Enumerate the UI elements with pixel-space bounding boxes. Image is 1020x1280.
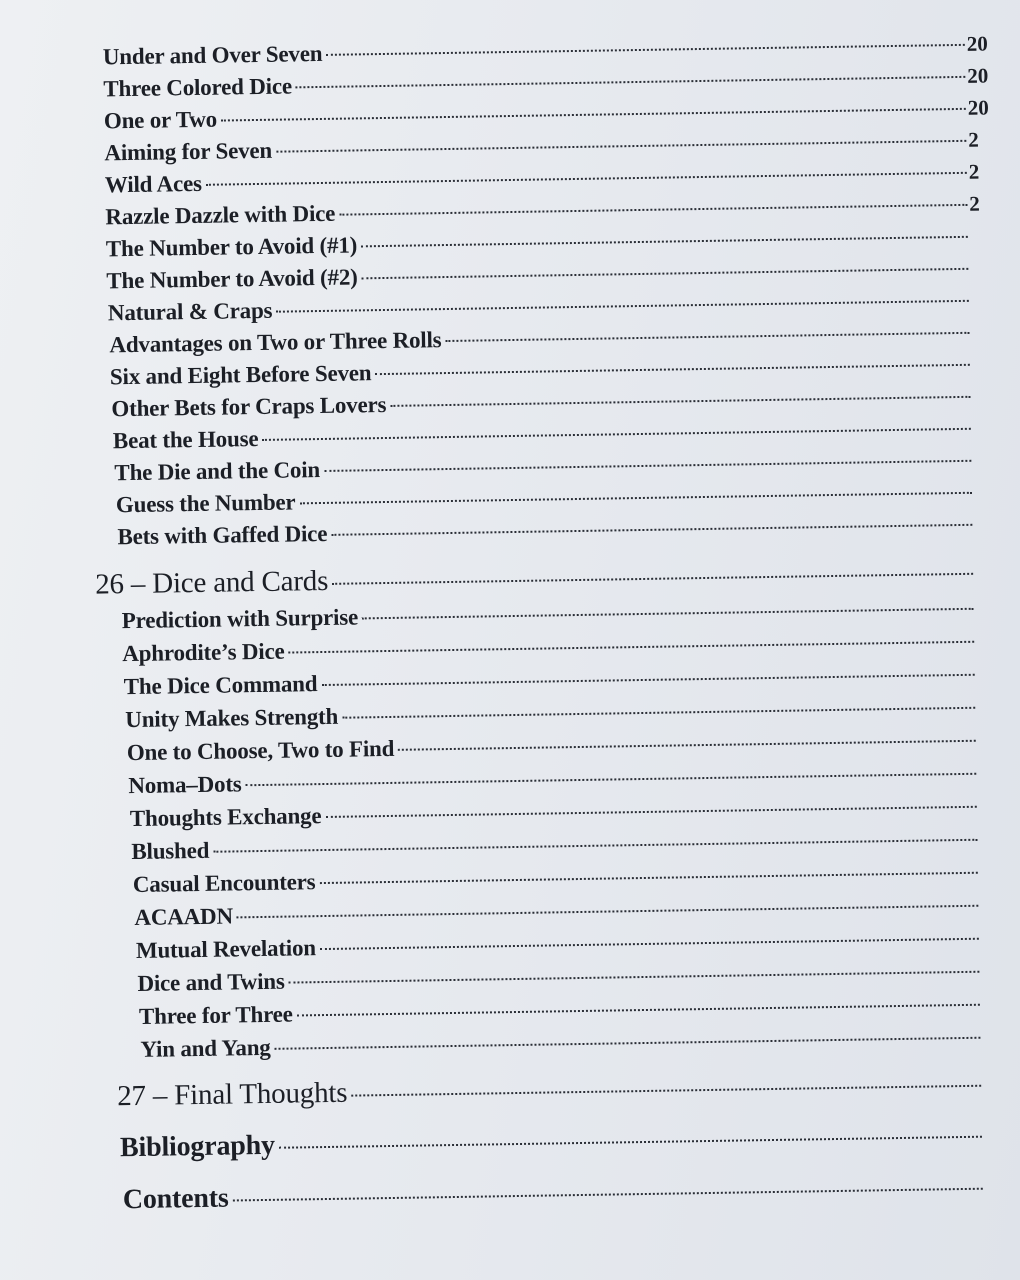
toc-entry-page [980,911,1014,912]
toc-entry-label: The Die and the Coin [114,457,321,486]
toc-entry [122,627,1010,667]
toc-entry-page [972,370,1006,371]
toc-entry-label: Wild Aces [104,170,202,198]
dot-leader [324,460,971,472]
dot-leader [233,1188,983,1202]
toc-entry-label: Yin and Yang [140,1034,271,1062]
dot-leader [246,773,977,786]
dot-leader [297,1004,980,1017]
toc-entry-label: Under and Over Seven [102,40,323,70]
dot-leader [398,740,976,751]
toc-entry-page [981,977,1015,978]
toc-entry [125,693,1011,733]
dot-leader [361,236,968,248]
toc-entry [117,510,1008,550]
toc-entry-label: Beat the House [112,425,259,454]
toc-entry-page: 2 [969,191,981,216]
dot-leader [375,364,969,375]
toc-entry-page [981,944,1015,945]
toc-entry [133,858,1014,898]
toc-entry-label: One to Choose, Two to Find [126,735,395,766]
toc-entry-label: Prediction with Surprise [121,604,359,634]
toc-entry-page: 20 [967,63,989,88]
dot-leader [296,76,965,89]
toc-entry-label: Three Colored Dice [103,73,293,102]
toc-entry-page [980,878,1014,879]
dot-leader [351,1085,981,1097]
dot-leader [362,608,974,620]
dot-leader [213,839,977,853]
toc-bibliography-page [984,1142,1018,1143]
dot-leader [390,396,970,407]
toc-entry-label: The Number to Avoid (#2) [106,264,358,294]
dot-leader [206,172,967,186]
toc-chapter-27 [117,1066,1017,1113]
toc-entry-page [979,845,1013,846]
dot-leader [221,108,966,122]
toc-entry [140,1023,1016,1063]
toc-entry-page [974,498,1008,499]
toc-entry-page [973,434,1007,435]
toc-entry-label: Six and Eight Before Seven [109,360,372,390]
toc-entry-label: Dice and Twins [137,968,285,996]
dot-leader [342,707,975,719]
dot-leader [262,428,971,441]
toc-contents [123,1170,1019,1216]
dot-leader [339,204,967,216]
toc-bibliography-label: Bibliography [119,1129,276,1164]
toc-entry [137,957,1015,997]
dot-leader [326,44,965,56]
toc-entry-page [970,274,1004,275]
toc-entry-page: 20 [966,31,988,56]
dot-leader [332,573,973,585]
toc-entry-page: 20 [967,95,989,120]
toc-entry-label: Bets with Gaffed Dice [117,520,328,550]
toc-entry-label: Blushed [131,837,210,865]
toc-entry-label: Three for Three [138,1001,293,1029]
toc-entry-page [971,306,1005,307]
toc-entry-label: Mutual Revelation [135,935,317,963]
toc-chapter-page [983,1091,1017,1092]
toc-entry-label: ACAADN [134,903,234,931]
toc-contents-label: Contents [122,1182,229,1216]
toc-entry [128,759,1012,799]
toc-entry-page: 2 [968,159,980,184]
toc-entry-label: Other Bets for Craps Lovers [111,391,387,422]
toc-entry [131,825,1013,865]
toc-entry [136,924,1015,964]
toc-entry-page [978,779,1012,780]
toc-contents-page [985,1194,1019,1195]
toc-entry-page [977,680,1011,681]
toc-entry-label: Razzle Dazzle with Dice [105,200,336,230]
toc-chapter-label: 26 – Dice and Cards [94,564,329,601]
toc-entry-label: Thoughts Exchange [129,803,322,832]
dot-leader [276,140,966,153]
toc-entry-page [974,530,1008,531]
dot-leader [237,905,978,919]
toc-entry [134,891,1014,931]
toc-entry-page [970,242,1004,243]
toc-entry-page [979,812,1013,813]
dot-leader [275,1037,981,1050]
toc-entry-page [973,466,1007,467]
toc-entry-label: Noma–Dots [128,771,242,799]
toc-entry-label: Unity Makes Strength [125,703,339,733]
dot-leader [276,300,969,313]
toc-chapter-label: 27 – Final Thoughts [116,1076,348,1113]
toc-entry-label: The Number to Avoid (#1) [105,232,358,262]
toc-entry-page [982,1010,1016,1011]
toc-entry [122,594,1010,634]
dot-leader [320,938,979,950]
toc-entry-label: Aphrodite’s Dice [122,638,285,667]
toc-entry [130,792,1013,832]
dot-leader [325,806,976,818]
toc-entry-page [976,614,1010,615]
toc-entry-page [978,746,1012,747]
toc-entry-label: Casual Encounters [132,869,316,898]
toc-entry-label: Guess the Number [115,489,296,518]
toc-chapter-26 [95,554,1009,601]
dot-leader [319,872,977,884]
dot-leader [289,971,980,984]
toc-entry-page [983,1043,1017,1044]
dot-leader [321,674,974,686]
toc-entry [139,990,1016,1030]
dot-leader [331,524,972,536]
toc-entry-label: One or Two [103,106,218,134]
toc-entry-label: Advantages on Two or Three Rolls [109,327,442,358]
toc-entry-page: 2 [968,127,980,152]
toc-entry-page [977,713,1011,714]
toc-entry [124,660,1011,700]
toc-bibliography [120,1118,1018,1164]
dot-leader [279,1136,982,1149]
toc-entry [127,726,1012,766]
toc-entry-page [972,402,1006,403]
toc-entry-label: Aiming for Seven [104,137,273,166]
dot-leader [289,641,975,654]
toc-entry-page [976,647,1010,648]
dot-leader [299,492,971,505]
toc-entry-page [971,338,1005,339]
toc-entry-label: Natural & Craps [107,297,273,326]
dot-leader [445,332,969,342]
toc-chapter-page [975,579,1009,580]
dot-leader [362,268,969,280]
toc-entry-label: The Dice Command [123,671,318,700]
